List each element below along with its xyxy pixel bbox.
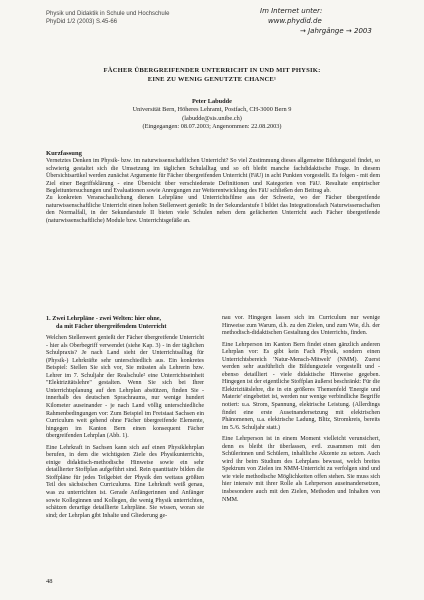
submission-dates: (Eingegangen: 08.07.2003; Angenommen: 22.08.2003) [142,123,282,131]
page-number: 48 [46,578,53,585]
abstract-heading: Kurzfassung [46,150,82,157]
abstract-body-2: Zu konkreten Veranschaulichung dienen Lehrpläne und Unterrichtsfilme aus der Schweiz, wo der Fächer übergreifende naturwissenschaftliche Unterricht einen hohen Stellenwert genießt: In der Sekundarstufe I bildet das Integrationsfach Naturwissenschaften den Normalfall, in der Sekundarstufe II bieten viele Schulen neben dem gefächerten Unterricht auch Fächer übergreifende (naturwissenschaftliche) Module bzw. Unterrichtsgefäße an. [46,195,380,224]
paragraph: Eine Lehrperson im Kanton Bern findet einen gänzlich anderen Lehrplan vor: Es gibt kein Fach Physik, sondern einen Unterrichtsbereich 'Natur-Mensch-Mitwelt' (NMM). Zuerst werden sehr ausführlich die Bildungsziele vorgestellt und - ebenso detailliert - viele didaktische Hinweise gegeben. Hingegen ist der eigentliche Stoffplan äußerst beschränkt: Für die Elektrizitätslehre, die in ein größeres Themenfeld 'Energie und Materie' eingebettet ist, werden nur wenige verbindliche Begriffe notiert: u.a. Strom, Spannung, elektrische Leistung. (Allerdings findet eine erste Auseinandersetzung mit elektrischen Phänomenen, u.a. elektrische Ladung, Blitz, Stromkreis, bereits im 5./6. Schuljahr statt.) [222,341,380,431]
title-line-2: EINE ZU WENIG GENUTZTE CHANCE¹ [147,76,277,83]
author-name: Peter Labudde [192,98,232,105]
handwritten-note [260,6,410,36]
left-column [46,315,204,524]
article-title [40,66,384,84]
section-heading-line-2: da mit Fächer übergreifendem Unterricht [56,322,167,330]
handwritten-line-1: Im Internet unter: [260,7,323,15]
author-email: (labudde@sis.unibe.ch) [182,114,242,122]
paragraph: Welchen Stellenwert genießt der Fächer übergreifende Unterricht - hier als Oberbegriff verwendet (siehe Kap. 3) - in der täglichen Schulpraxis? Je nach Land sieht der Unterrichtsalltag für (Physik-) Lehrkräfte sehr unterschiedlich aus. Ein konkretes Beispiel: Stellen Sie sich vor, Sie müssten als Lehrerin bzw. Lehrer im 7. Schuljahr der Realschule² eine Unterrichtseinheit "Elektrizitätslehre" gestalten. Wenn Sie sich bei Ihrer Unterrichtsplanung auf den Lehrplan abstützen, finden Sie - innerhalb des deutschen Sprachraums, nur wenige hundert Kilometer auseinander - je nach Land völlig unterschiedliche Rahmenbedingungen vor: Zum Beispiel im Freistaat Sachsen ein Curriculum weit gehend ohne Fächer übergreifende Elemente, hingegen im Kanton Bern einen konsequent Fächer übergreifenden Lehrplan (Abb. 1). [46,335,204,440]
journal-name: Physik und Didaktik in Schule und Hochschule [46,11,170,17]
author-affiliation: Universität Bern, Höheres Lehramt, Postfach, CH-3000 Bern 9 [132,106,292,114]
section-heading-line-1: 1. Zwei Lehrpläne - zwei Welten: hier ohne, [46,315,162,322]
paragraph: Eine Lehrkraft in Sachsen kann sich auf einen Physiklehrplan berufen, in dem die wichtigsten Ziele des Physikunterrichts, einige didaktisch-methodische Hinweise sowie ein sehr detaillierter Stoffplan aufgeführt sind. Rein quantitativ bilden die Stoffpläne für jedes Teilgebiet der Physik den weitaus größten Teil des sächsischen Curriculums. Eine Lehrkraft weiß genau, was zu unterrichten ist. Gerade Anfängerinnen und Anfänger sowie Kolleginnen und Kollegen, die wenig Physik unterrichten, schätzen derartige detaillierte Lehrpläne. Sie wissen, woran sie sind; der Lehrplan gibt Inhalte und Gliederung ge- [46,444,204,519]
paragraph: nau vor. Hingegen lassen sich im Curriculum nur wenige Hinweise zum Warum, d.h. zu den Zielen, und zum Wie, d.h. der methodisch-didaktischen Gestaltung des Unterrichts, finden. [222,315,380,337]
paragraph: Eine Lehrperson ist in einem Moment vielleicht verunsichert, denn es bleibt ihr überlassen, evtl. zusammen mit den Schülerinnen und Schülern, inhaltliche Akzente zu setzen. Auch wird ihr beim Studium des Lehrplans bewusst, welch breites Spektrum von Zielen im NMM-Unterricht zu verfolgen sind und wie viele methodische Möglichkeiten offen stehen. Sie muss sich hier intensiv mit ihrer Rolle als Lehrperson auseinandersetzen, insbesondere auch mit den Zielen, Methoden und Inhalten von NMM. [222,436,380,503]
right-column [222,315,380,508]
abstract [46,150,380,225]
journal-header [46,10,169,26]
handwritten-line-2: www.phydid.de [268,17,322,25]
handwritten-line-3: → Jahrgänge → 2003 [300,27,372,35]
section-heading [46,315,204,330]
author-block [40,98,384,132]
abstract-body: Vernetztes Denken im Physik- bzw. im naturwissenschaftlichen Unterricht? So viel Zustimmung dieses allgemeine Bildungsziel findet, so schwierig gestaltet sich die Umsetzung im täglichen Schulalltag und so oft bleibt manche fachdidaktische Frage. In diesem Übersichtsartikel werden zunächst Argumente für Fächer übergreifenden Unterricht (FäU) in acht Punkten vorgestellt. Es folgen - mit dem Ziel einer Begriffsklärung - eine Übersicht über verschiedenste Definitionen und Kategorien von FäU. Resultate empirischer Begleituntersuchungen und Evaluationen sowie Anregungen zur Weiterentwicklung des FäU schließen den Beitrag ab. [46,158,380,195]
journal-issue: PhyDid 1/2 (2003) S.45-66 [46,19,118,25]
title-line-1: FÄCHER ÜBERGREIFENDER UNTERRICHT IN UND MIT PHYSIK: [103,67,321,74]
